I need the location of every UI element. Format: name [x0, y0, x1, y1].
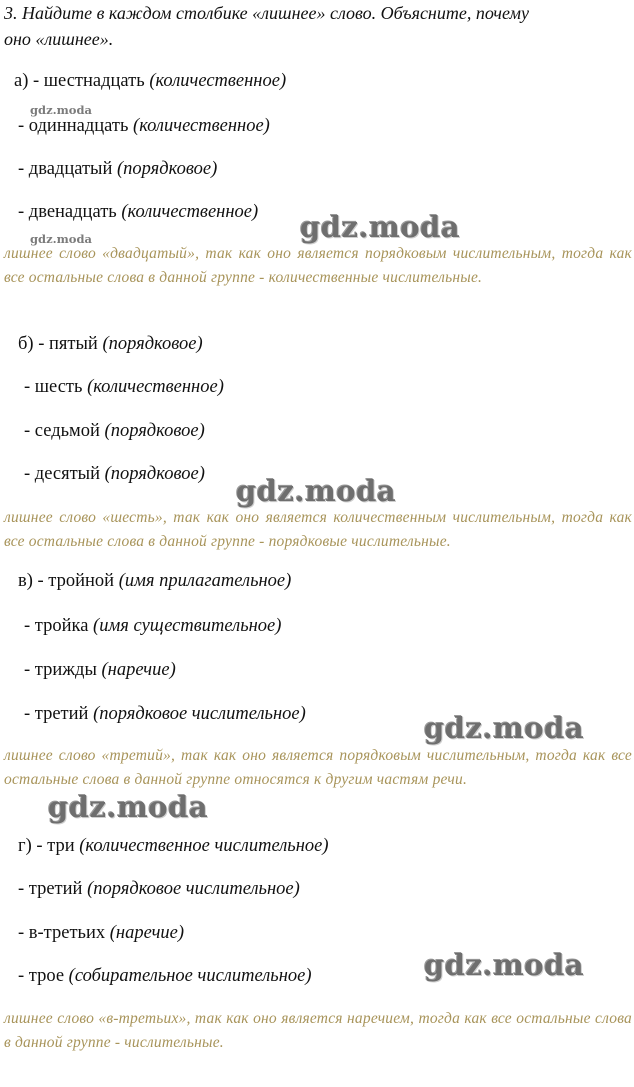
answer-text: лишнее слово «третий», так как оно является порядковым числительным, тогда как все остальные слова в данной группе относятся к другим частям речи.	[4, 747, 632, 788]
item-note: (порядковое)	[117, 159, 218, 179]
item-word: г) - три	[18, 836, 75, 856]
item-note: (наречие)	[109, 923, 185, 943]
item-word: - шесть	[24, 377, 83, 397]
item-note: (порядковое)	[104, 464, 205, 484]
watermark-large: gdz.moda	[236, 474, 397, 508]
watermark-large: gdz.moda	[424, 711, 585, 745]
item-word: - десятый	[24, 464, 101, 484]
list-item	[24, 703, 306, 725]
list-item	[24, 420, 205, 442]
task-text	[4, 0, 632, 52]
list-item	[18, 835, 329, 857]
item-note: (количественное)	[121, 202, 259, 222]
item-note: (собирательное числительное)	[68, 966, 312, 986]
list-item	[18, 333, 203, 355]
answer-text: лишнее слово «в-третьих», так как оно является наречием, тогда как все остальные слова в данной группе - числительные.	[4, 1010, 632, 1051]
answer-text: лишнее слово «шесть», так как оно является количественным числительным, тогда как все остальные слова в данной группе - порядковые числительные.	[4, 509, 632, 550]
item-note: (количественное числительное)	[79, 836, 329, 856]
watermark-large: gdz.moda	[300, 210, 461, 244]
list-item	[18, 965, 312, 987]
item-note: (порядковое числительное)	[93, 704, 306, 724]
item-word: б) - пятый	[18, 334, 98, 354]
item-note: (количественное)	[87, 377, 224, 397]
item-note: (наречие)	[101, 660, 176, 680]
item-word: - трижды	[24, 660, 97, 680]
item-word: - тройка	[24, 616, 89, 636]
item-word: - седьмой	[24, 421, 100, 441]
list-item	[24, 376, 224, 398]
watermark-large: gdz.moda	[48, 790, 209, 824]
item-word: - в-третьих	[18, 923, 106, 943]
answer-text: лишнее слово «двадцатый», так как оно является порядковым числительным, тогда как все остальные слова в данной группе - количественные числительные.	[4, 245, 632, 286]
task-line-1: 3. Найдите в каждом столбике «лишнее» слово. Объясните, почему	[4, 3, 529, 23]
list-item	[18, 922, 184, 944]
item-word: - двенадцать	[18, 202, 117, 222]
list-item	[18, 201, 258, 223]
item-word: - третий	[24, 704, 89, 724]
list-item	[24, 659, 176, 681]
item-note: (имя существительное)	[93, 616, 282, 636]
item-word: - третий	[18, 879, 83, 899]
item-note: (порядковое)	[104, 421, 205, 441]
item-note: (количественное)	[149, 71, 287, 91]
list-item	[18, 570, 291, 592]
item-word: - трое	[18, 966, 65, 986]
item-word: в) - тройной	[18, 571, 115, 591]
task-line-2: оно «лишнее».	[4, 29, 114, 49]
item-note: (порядковое)	[102, 334, 203, 354]
list-item	[24, 615, 281, 637]
list-item	[18, 158, 217, 180]
item-word: - двадцатый	[18, 159, 113, 179]
watermark-small: gdz.moda	[30, 103, 92, 117]
list-item	[18, 115, 270, 137]
list-item	[18, 878, 300, 900]
item-note: (имя прилагательное)	[118, 571, 292, 591]
item-note: (порядковое числительное)	[87, 879, 300, 899]
list-item	[14, 70, 286, 92]
watermark-large: gdz.moda	[424, 948, 585, 982]
watermark-small: gdz.moda	[30, 232, 92, 246]
list-item	[24, 463, 205, 485]
item-note: (количественное)	[133, 116, 270, 136]
item-word: а) - шестнадцать	[14, 71, 145, 91]
item-word: - одиннадцать	[18, 116, 129, 136]
